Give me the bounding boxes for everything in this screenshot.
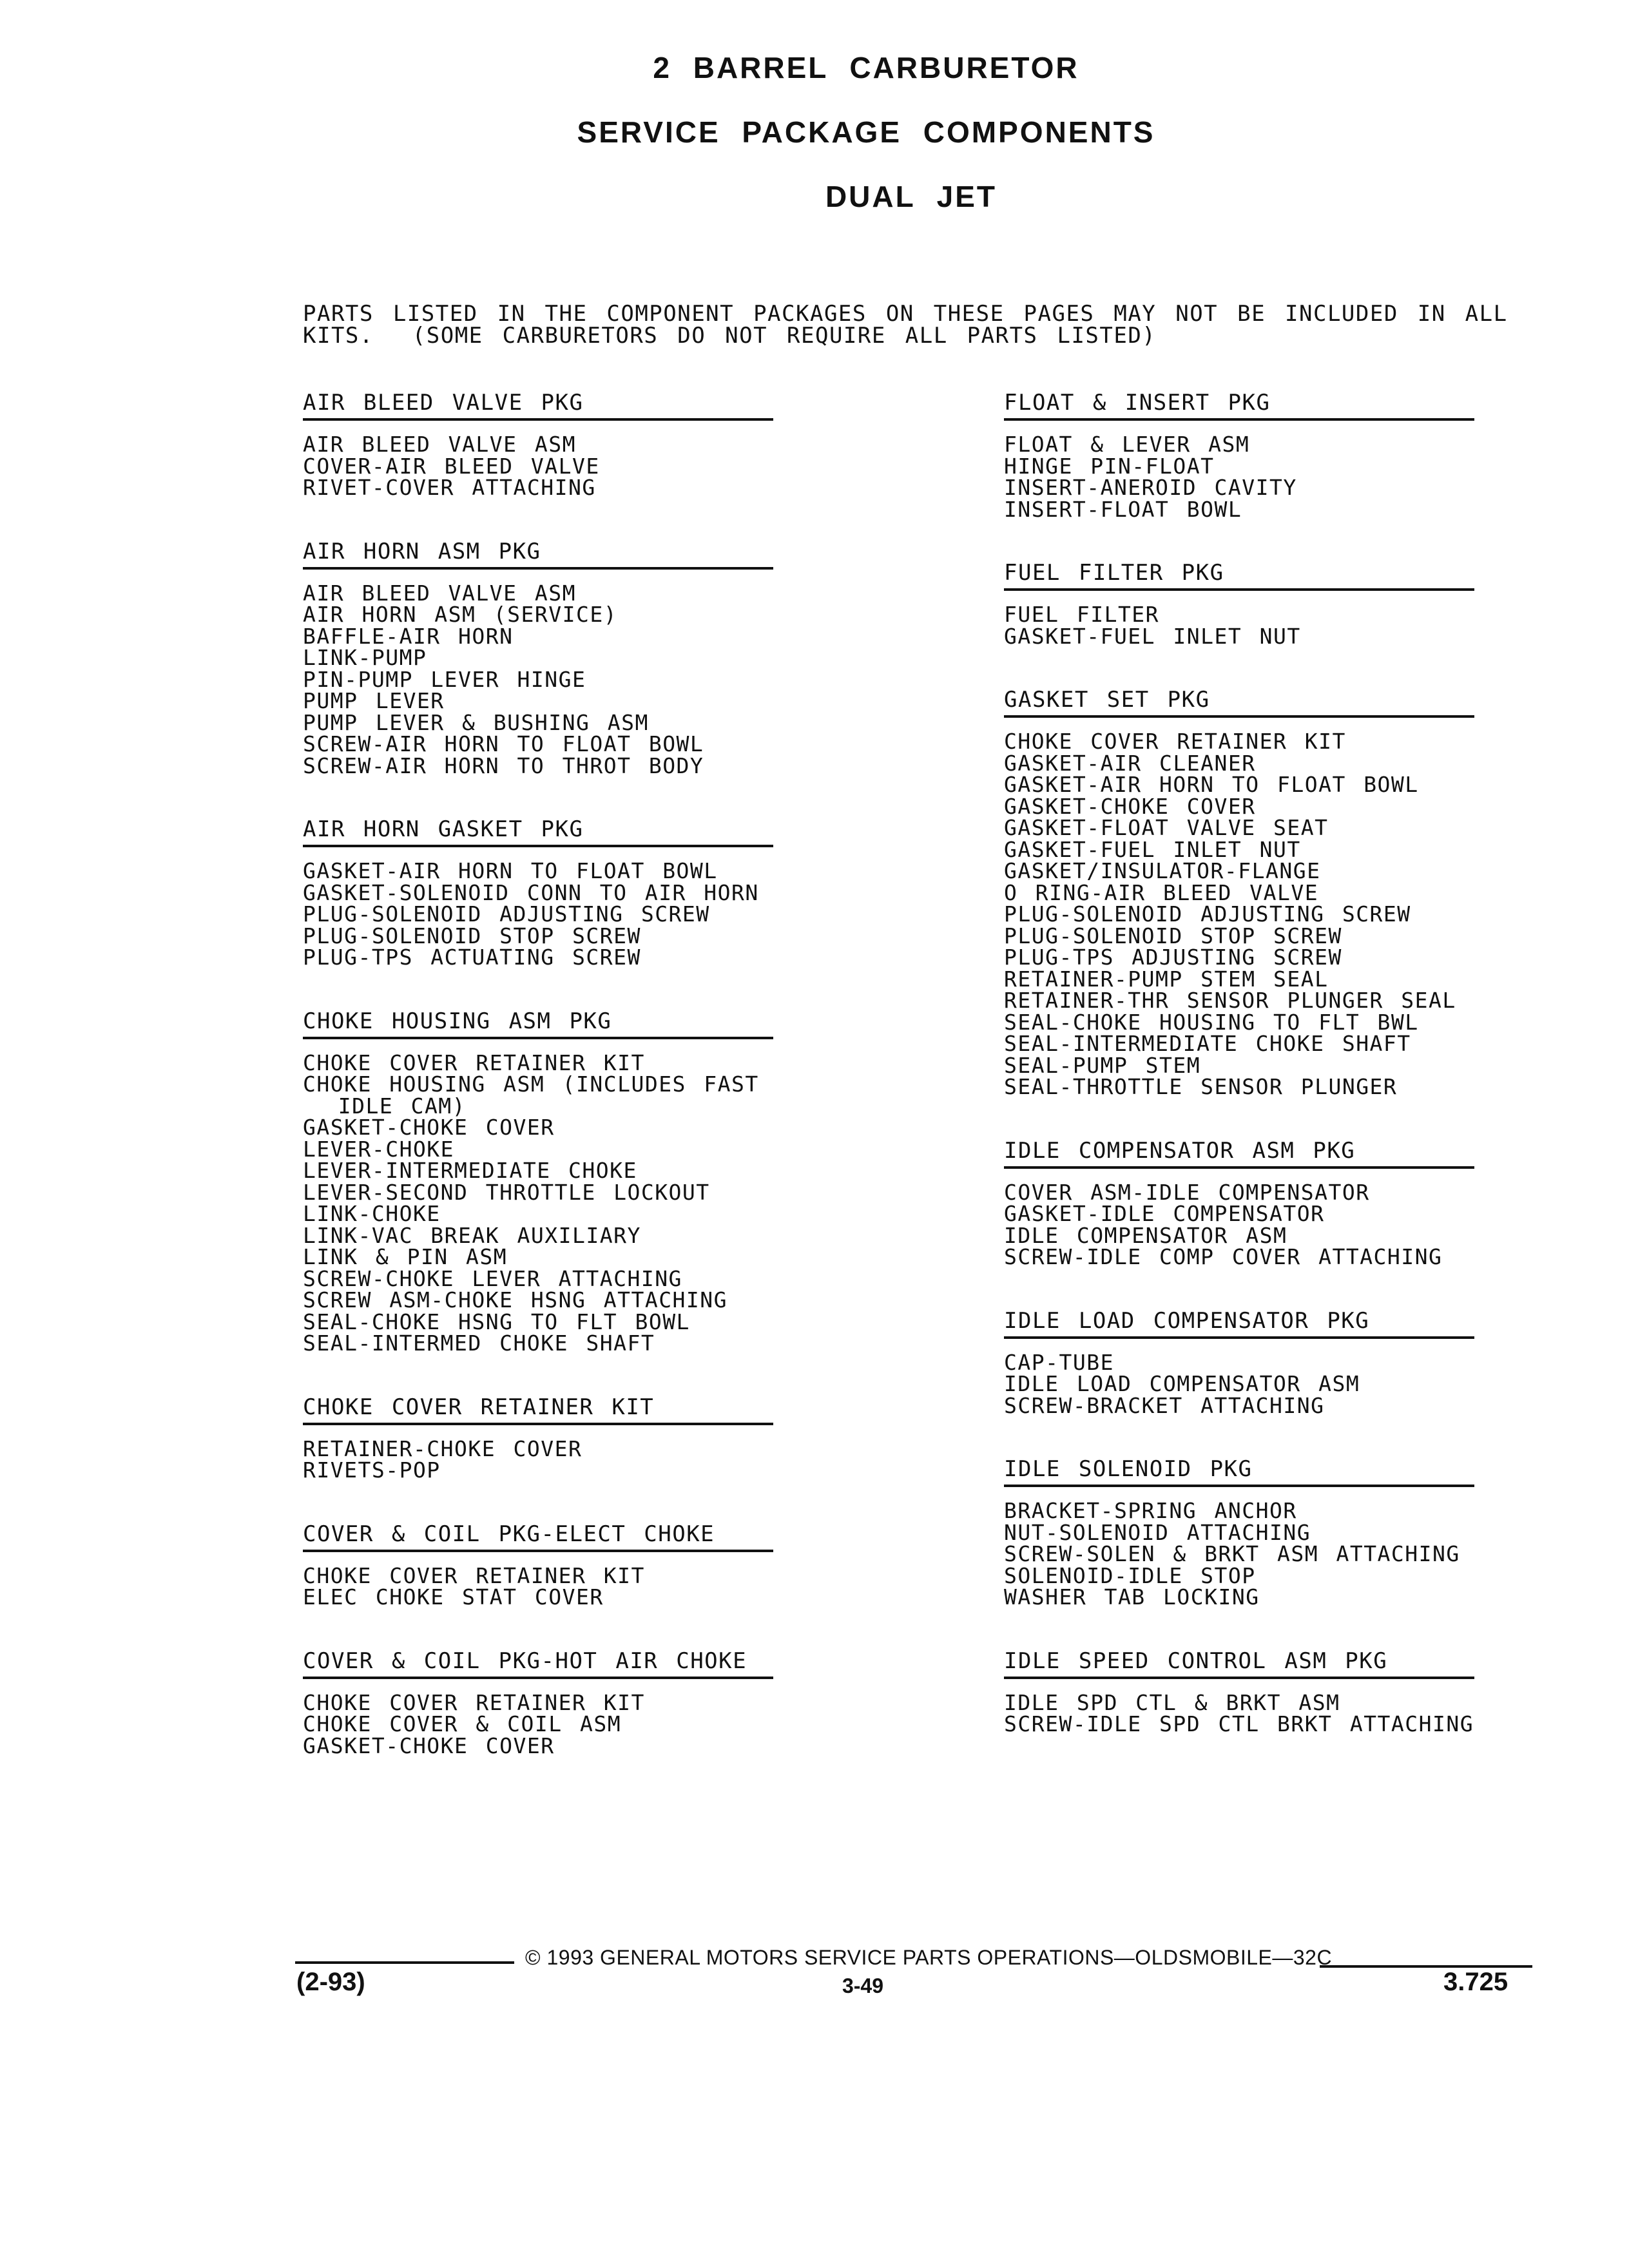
package-item: PLUG-SOLENOID ADJUSTING SCREW bbox=[1004, 901, 1411, 927]
package-item: COVER ASM-IDLE COMPENSATOR bbox=[1004, 1179, 1370, 1205]
left-column bbox=[303, 390, 780, 1796]
package-item: GASKET-SOLENOID CONN TO AIR HORN bbox=[303, 879, 759, 905]
package-heading: AIR HORN GASKET PKG bbox=[303, 816, 773, 847]
package-section bbox=[1004, 390, 1519, 520]
package-item: COVER-AIR BLEED VALVE bbox=[303, 453, 600, 479]
package-item: SOLENOID-IDLE STOP bbox=[1004, 1562, 1256, 1588]
page-title: 2 BARREL CARBURETOR bbox=[653, 51, 1079, 84]
package-heading: FUEL FILTER PKG bbox=[1004, 560, 1474, 591]
package-item: FUEL FILTER bbox=[1004, 602, 1160, 627]
footer-rule-left bbox=[295, 1961, 514, 1964]
package-item-list bbox=[303, 1562, 780, 1610]
package-section bbox=[1004, 1138, 1519, 1268]
package-item: GASKET-AIR HORN TO FLOAT BOWL bbox=[1004, 772, 1419, 797]
package-item: PLUG-TPS ACTUATING SCREW bbox=[303, 945, 641, 970]
package-item-list bbox=[1004, 1689, 1519, 1736]
package-section bbox=[303, 539, 780, 777]
package-item-list bbox=[1004, 1349, 1519, 1418]
package-item: AIR BLEED VALVE ASM bbox=[303, 432, 576, 457]
package-item: ELEC CHOKE STAT COVER bbox=[303, 1584, 604, 1610]
package-section bbox=[1004, 1308, 1519, 1417]
package-item-list bbox=[303, 434, 780, 499]
intro-note: PARTS LISTED IN THE COMPONENT PACKAGES ON THESE PAGES MAY NOT BE INCLUDED IN ALL KITS. (SOME CARBURETORS DO NOT REQUIRE ALL PARTS LISTED) bbox=[303, 301, 1527, 349]
package-heading: COVER & COIL PKG-ELECT CHOKE bbox=[303, 1521, 773, 1552]
package-item: PLUG-SOLENOID ADJUSTING SCREW bbox=[303, 901, 710, 927]
package-heading: AIR BLEED VALVE PKG bbox=[303, 390, 773, 421]
package-item: SCREW-IDLE COMP COVER ATTACHING bbox=[1004, 1244, 1443, 1269]
package-item-list bbox=[1004, 1500, 1519, 1608]
package-item-list bbox=[1004, 604, 1519, 647]
right-column bbox=[1004, 390, 1519, 1775]
package-item: CHOKE COVER RETAINER KIT bbox=[303, 1562, 645, 1588]
package-item: SCREW-BRACKET ATTACHING bbox=[1004, 1392, 1325, 1418]
package-item: INSERT-FLOAT BOWL bbox=[1004, 496, 1242, 522]
footer-copyright: © 1993 GENERAL MOTORS SERVICE PARTS OPERATIONS—OLDSMOBILE—32C bbox=[525, 1946, 1333, 1969]
footer-section-number: 3.725 bbox=[1443, 1968, 1509, 1996]
page-subtitle: SERVICE PACKAGE COMPONENTS bbox=[577, 115, 1155, 149]
package-heading: FLOAT & INSERT PKG bbox=[1004, 390, 1474, 421]
package-item: PLUG-TPS ADJUSTING SCREW bbox=[1004, 945, 1342, 970]
package-heading: IDLE SOLENOID PKG bbox=[1004, 1456, 1474, 1487]
package-item-list bbox=[303, 1438, 780, 1481]
package-heading: IDLE SPEED CONTROL ASM PKG bbox=[1004, 1648, 1474, 1679]
package-section bbox=[303, 1648, 780, 1757]
package-section bbox=[303, 1008, 780, 1354]
package-item-list bbox=[1004, 731, 1519, 1098]
page-subtitle-variant: DUAL JET bbox=[825, 180, 998, 213]
package-item: LINK-VAC BREAK AUXILIARY bbox=[303, 1222, 641, 1248]
package-item: GASKET-AIR HORN TO FLOAT BOWL bbox=[303, 858, 718, 883]
package-item: IDLE COMPENSATOR ASM bbox=[1004, 1222, 1287, 1248]
package-item: IDLE SPD CTL & BRKT ASM bbox=[1004, 1689, 1340, 1715]
package-item: HINGE PIN-FLOAT bbox=[1004, 453, 1215, 479]
package-item: LEVER-INTERMEDIATE CHOKE bbox=[303, 1158, 637, 1183]
package-item: SCREW-IDLE SPD CTL BRKT ATTACHING bbox=[1004, 1711, 1474, 1736]
package-item: BAFFLE-AIR HORN bbox=[303, 623, 514, 649]
package-item: GASKET-IDLE COMPENSATOR bbox=[1004, 1201, 1325, 1226]
package-item: CHOKE COVER RETAINER KIT bbox=[303, 1050, 645, 1075]
package-item: IDLE LOAD COMPENSATOR ASM bbox=[1004, 1371, 1360, 1396]
package-item: GASKET-FUEL INLET NUT bbox=[1004, 836, 1301, 862]
package-section bbox=[303, 816, 780, 968]
package-item-list bbox=[303, 1689, 780, 1758]
package-heading: CHOKE HOUSING ASM PKG bbox=[303, 1008, 773, 1039]
package-item: SCREW-CHOKE LEVER ATTACHING bbox=[303, 1265, 682, 1291]
package-section bbox=[1004, 1456, 1519, 1608]
package-item: LINK-CHOKE bbox=[303, 1201, 441, 1226]
package-item: CHOKE COVER RETAINER KIT bbox=[1004, 729, 1346, 754]
package-item: RETAINER-PUMP STEM SEAL bbox=[1004, 966, 1329, 992]
package-heading: CHOKE COVER RETAINER KIT bbox=[303, 1394, 773, 1425]
package-item: SEAL-CHOKE HOUSING TO FLT BWL bbox=[1004, 1009, 1419, 1035]
footer-date: (2-93) bbox=[296, 1968, 365, 1996]
package-item: RETAINER-THR SENSOR PLUNGER SEAL bbox=[1004, 988, 1456, 1013]
package-section bbox=[1004, 687, 1519, 1098]
package-item: INSERT-ANEROID CAVITY bbox=[1004, 475, 1297, 500]
package-item: LINK-PUMP bbox=[303, 645, 427, 670]
package-item: SCREW ASM-CHOKE HSNG ATTACHING bbox=[303, 1287, 728, 1312]
package-item: CAP-TUBE bbox=[1004, 1349, 1114, 1375]
package-item-list bbox=[303, 860, 780, 968]
package-item: PUMP LEVER & BUSHING ASM bbox=[303, 709, 649, 735]
package-item: SEAL-INTERMEDIATE CHOKE SHAFT bbox=[1004, 1031, 1411, 1056]
package-item: LINK & PIN ASM bbox=[303, 1244, 508, 1269]
package-item: SEAL-CHOKE HSNG TO FLT BOWL bbox=[303, 1309, 690, 1334]
package-item: CHOKE COVER RETAINER KIT bbox=[303, 1689, 645, 1715]
package-item: SCREW-SOLEN & BRKT ASM ATTACHING bbox=[1004, 1541, 1460, 1566]
package-item: NUT-SOLENOID ATTACHING bbox=[1004, 1519, 1311, 1545]
package-heading: AIR HORN ASM PKG bbox=[303, 539, 773, 570]
package-item: GASKET-CHOKE COVER bbox=[303, 1733, 555, 1758]
footer-page-number: 3-49 bbox=[842, 1974, 884, 1997]
package-item: SEAL-PUMP STEM bbox=[1004, 1052, 1201, 1078]
package-item: WASHER TAB LOCKING bbox=[1004, 1584, 1260, 1610]
package-item: O RING-AIR BLEED VALVE bbox=[1004, 879, 1319, 905]
package-item: GASKET-FLOAT VALVE SEAT bbox=[1004, 815, 1329, 840]
package-item: SEAL-INTERMED CHOKE SHAFT bbox=[303, 1331, 655, 1356]
package-section bbox=[303, 1521, 780, 1608]
package-section bbox=[303, 1394, 780, 1481]
package-section bbox=[303, 390, 780, 499]
package-item: PIN-PUMP LEVER HINGE bbox=[303, 666, 586, 692]
package-item: IDLE CAM) bbox=[303, 1093, 467, 1119]
package-item: LEVER-CHOKE bbox=[303, 1136, 455, 1162]
package-item: GASKET-CHOKE COVER bbox=[303, 1115, 555, 1140]
package-heading: IDLE LOAD COMPENSATOR PKG bbox=[1004, 1308, 1474, 1339]
package-section bbox=[1004, 560, 1519, 647]
package-item: PLUG-SOLENOID STOP SCREW bbox=[1004, 923, 1342, 948]
package-item: RETAINER-CHOKE COVER bbox=[303, 1436, 583, 1461]
package-item: SCREW-AIR HORN TO THROT BODY bbox=[303, 753, 704, 778]
package-item: GASKET-AIR CLEANER bbox=[1004, 750, 1256, 776]
package-item: PUMP LEVER bbox=[303, 688, 445, 713]
package-item: GASKET-FUEL INLET NUT bbox=[1004, 623, 1301, 649]
package-item-list bbox=[303, 1052, 780, 1354]
package-item: PLUG-SOLENOID STOP SCREW bbox=[303, 923, 641, 948]
package-heading: COVER & COIL PKG-HOT AIR CHOKE bbox=[303, 1648, 773, 1679]
package-item: LEVER-SECOND THROTTLE LOCKOUT bbox=[303, 1179, 710, 1205]
package-item: CHOKE HOUSING ASM (INCLUDES FAST bbox=[303, 1072, 759, 1097]
package-section bbox=[1004, 1648, 1519, 1735]
package-item: RIVET-COVER ATTACHING bbox=[303, 475, 596, 500]
package-item-list bbox=[1004, 434, 1519, 520]
package-item: BRACKET-SPRING ANCHOR bbox=[1004, 1498, 1297, 1523]
package-item: GASKET-CHOKE COVER bbox=[1004, 793, 1256, 819]
package-item-list bbox=[303, 582, 780, 777]
package-item: RIVETS-POP bbox=[303, 1457, 441, 1483]
package-item: AIR HORN ASM (SERVICE) bbox=[303, 602, 618, 627]
package-item: CHOKE COVER & COIL ASM bbox=[303, 1711, 622, 1736]
package-heading: GASKET SET PKG bbox=[1004, 687, 1474, 718]
package-item: SEAL-THROTTLE SENSOR PLUNGER bbox=[1004, 1074, 1398, 1099]
package-heading: IDLE COMPENSATOR ASM PKG bbox=[1004, 1138, 1474, 1169]
package-item: AIR BLEED VALVE ASM bbox=[303, 580, 576, 606]
package-item: FLOAT & LEVER ASM bbox=[1004, 432, 1250, 457]
package-item: SCREW-AIR HORN TO FLOAT BOWL bbox=[303, 731, 704, 756]
package-item-list bbox=[1004, 1179, 1519, 1269]
package-item: GASKET/INSULATOR-FLANGE bbox=[1004, 858, 1321, 883]
